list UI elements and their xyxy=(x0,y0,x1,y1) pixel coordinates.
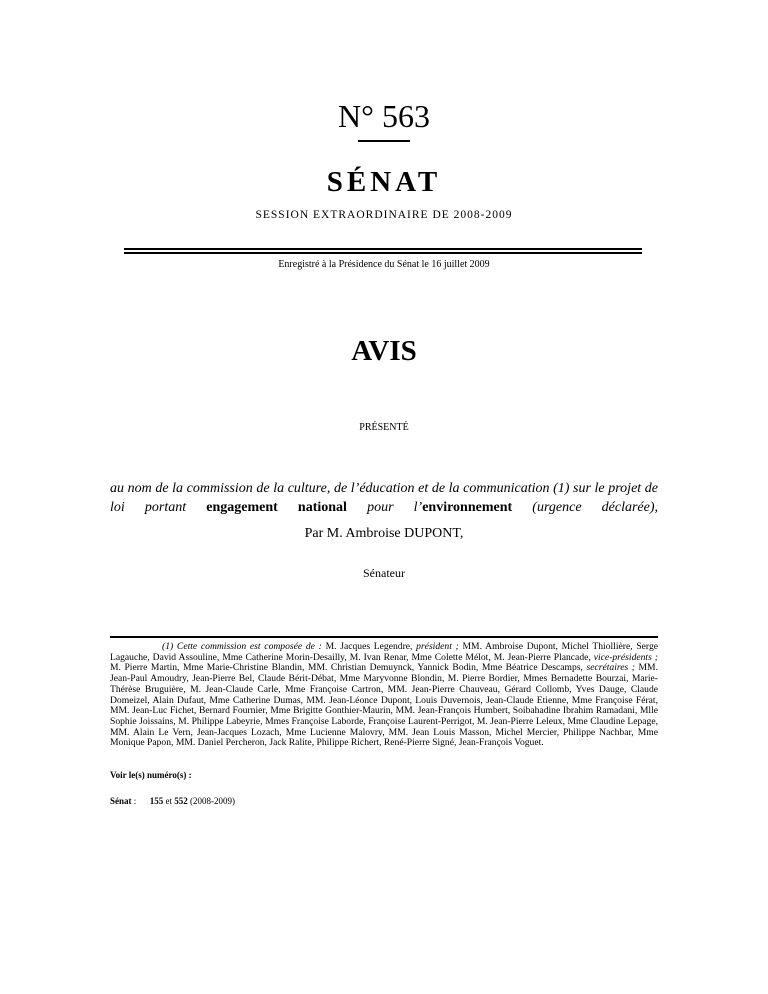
footnote-part-d: MM. Jean-Paul Amoudry, Jean-Pierre Bel, Claude Bérit-Débat, Mme Maryvonne Blondin, M. Pierre Bordier, Mmes Bernadette Bourzai, Marie-Thérèse Bruguière, M. Jean-Claude Carle, Mme Françoise Cartron, MM. Jean-Pierre Chauveau, Gérard Collomb, Yves Dauge, Claude Domeizel, Alain Dufaut, Mme Catherine Dumas, MM. Jean-Léonce Dupont, Louis Duvernois, Jean-Claude Etienne, Mme Françoise Férat, MM. Jean-Luc Fichet, Bernard Fournier, Mme Brigitte Gonthier-Maurin, MM. Jean-François Humbert, Soibahadine Ibrahim Ramadani, Mlle Sophie Joissains, M. Philippe Labeyrie, Mmes Françoise Laborde, Françoise Laurent-Perrigot, M. Jean-Pierre Leleux, Mme Claudine Lepage, MM. Alain Le Vern, Jean-Jacques Lozach, Mme Lucienne Malovry, MM. Jean Louis Masson, Michel Mercier, Philippe Nachbar, Mme Monique Papon, MM. Daniel Percheron, Jack Ralite, Philippe Richert, René-Pierre Signé, Jean-François Voguet. xyxy=(110,662,658,749)
see-numbers-label: Voir le(s) numéro(s) : xyxy=(110,770,192,780)
document-type: AVIS xyxy=(351,335,417,367)
presented-label: PRÉSENTÉ xyxy=(359,422,409,433)
commission-bold-2: environnement xyxy=(422,500,513,515)
refs-number-2: 552 xyxy=(174,796,188,806)
session-label: SESSION EXTRAORDINAIRE DE 2008-2009 xyxy=(255,209,513,221)
refs-label: Sénat xyxy=(110,796,132,806)
footnote-vice-presidents: vice-présidents ; xyxy=(593,651,658,663)
number-underline xyxy=(358,140,410,142)
footnote-rule xyxy=(110,636,658,638)
commission-statement xyxy=(110,479,658,517)
refs-years: (2008-2009) xyxy=(187,796,236,806)
footnote-secretaries: secrétaires ; xyxy=(586,662,635,674)
footnote-part-b: MM. Ambroise Dupont, Michel Thiollière, Serge Lagauche, David Assouline, Mme Catherine Morin-Desailly, M. Ivan Renar, Mme Colette Mélot, M. Jean-Pierre Plancade, xyxy=(110,641,659,663)
commission-text-1: au nom de la commission de la culture, de l’éducation et de la communication (1) sur le projet de loi portant xyxy=(110,481,658,515)
author-title: Sénateur xyxy=(363,566,405,580)
footnote-part-a: M. Jacques Legendre, xyxy=(325,641,417,652)
commission-text-3: (urgence déclarée), xyxy=(512,500,659,515)
commission-text-2: pour l’ xyxy=(346,500,423,515)
refs-and: et xyxy=(163,796,175,806)
references-line xyxy=(110,796,235,806)
footnote-intro: (1) Cette commission est composée de : xyxy=(162,641,326,652)
document-number: N° 563 xyxy=(338,98,430,134)
refs-colon: : xyxy=(131,796,150,806)
footnote xyxy=(110,642,658,749)
chamber-title: SÉNAT xyxy=(326,166,442,198)
commission-bold-1: engagement national xyxy=(206,500,347,515)
footnote-part-c: M. Pierre Martin, Mme Marie-Christine Blandin, MM. Christian Demuynck, Yannick Bodin, Mme Béatrice Descamps, xyxy=(110,662,587,674)
footnote-president: président ; xyxy=(416,641,459,652)
registration-date: Enregistré à la Présidence du Sénat le 16 juillet 2009 xyxy=(278,259,490,270)
refs-number-1: 155 xyxy=(149,796,164,806)
author-line: Par M. Ambroise DUPONT, xyxy=(304,526,464,541)
header-double-rule xyxy=(124,248,642,254)
